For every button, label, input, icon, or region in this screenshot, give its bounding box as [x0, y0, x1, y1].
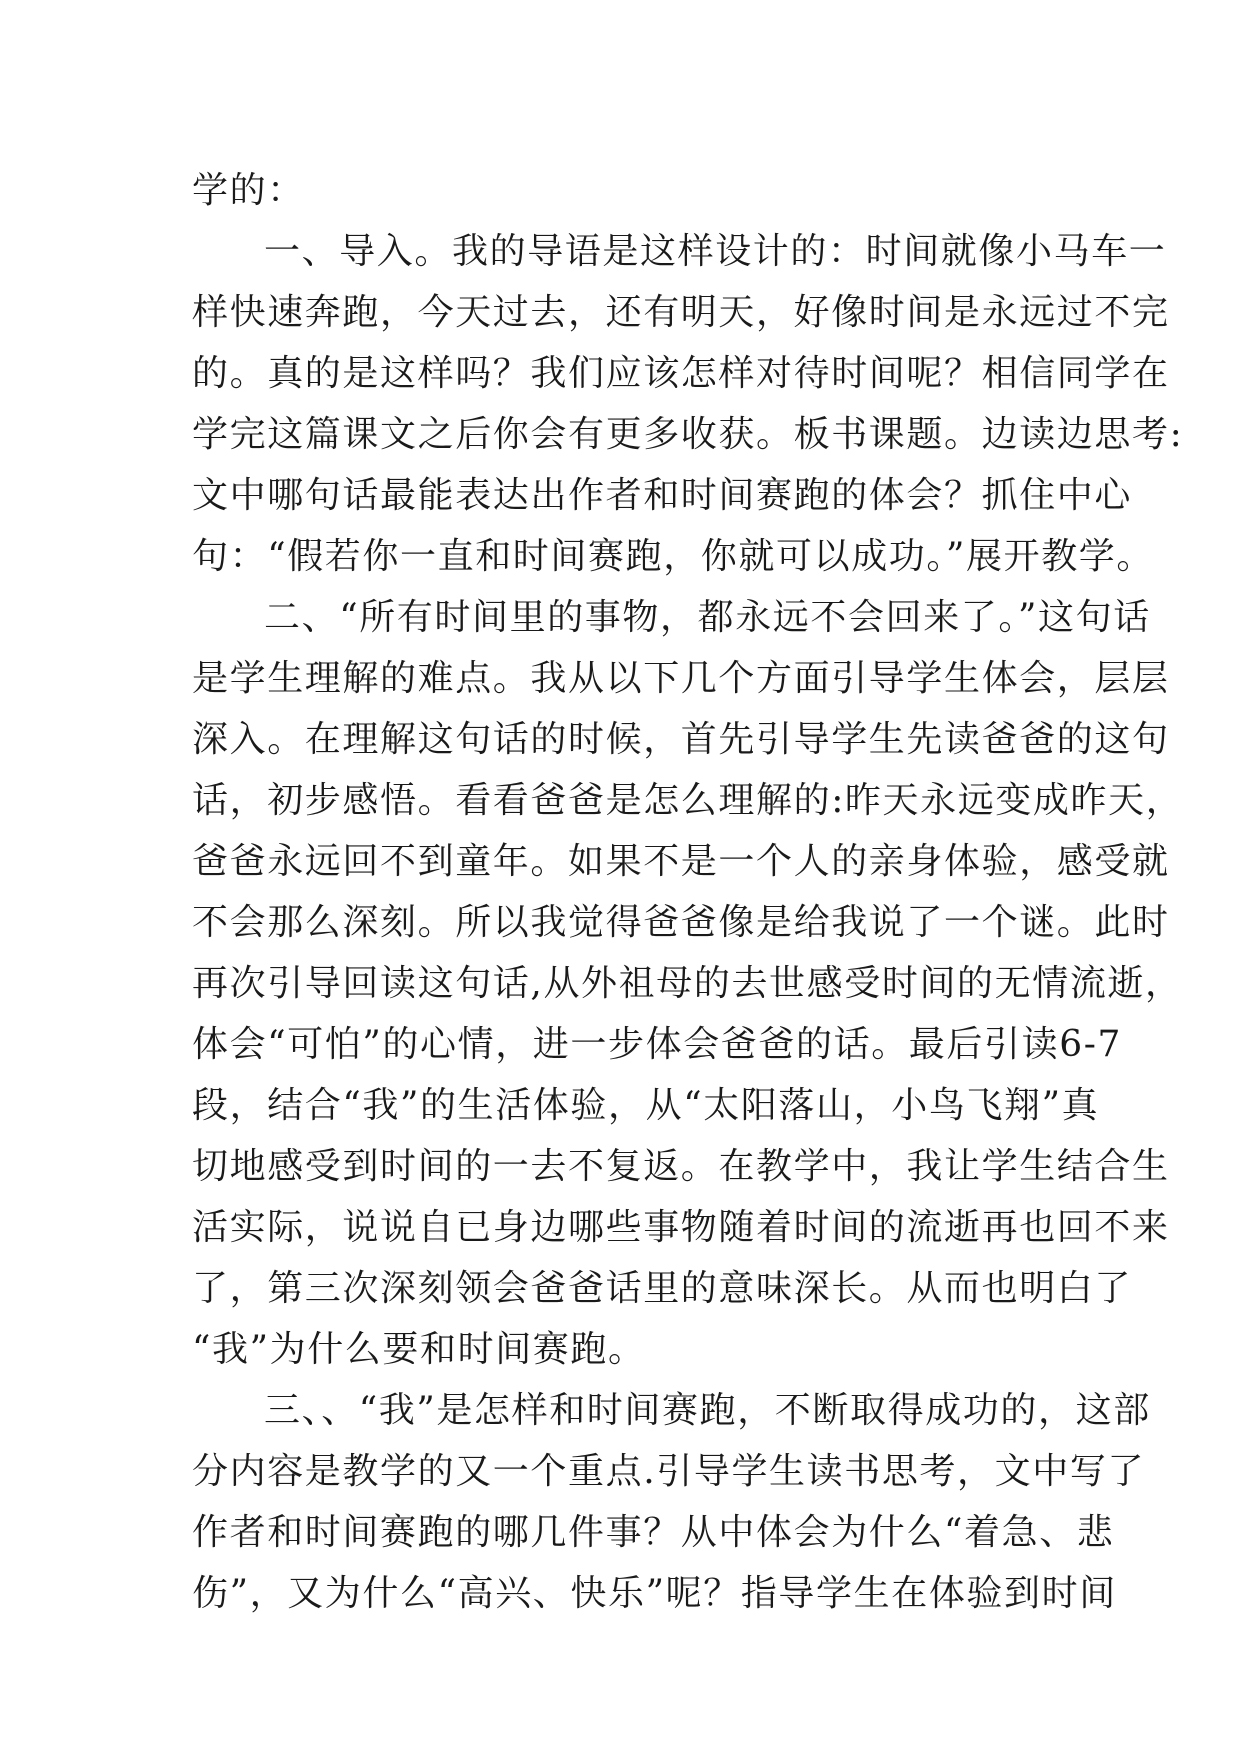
text-line: 学完这篇课文之后你会有更多收获。板书课题。边读边思考:: [192, 414, 1184, 455]
text-line: 不会那么深刻。所以我觉得爸爸像是给我说了一个谜。此时: [192, 902, 1170, 943]
paragraph-start-line: 二、“所有时间里的事物，都永远不会回来了。”这句话: [264, 597, 1151, 638]
text-line: 深入。在理解这句话的时候，首先引导学生先读爸爸的这句: [192, 719, 1170, 760]
text-line: 伤”，又为什么“高兴、快乐”呢？指导学生在体验到时间: [192, 1573, 1117, 1614]
text-line: 活实际，说说自已身边哪些事物随着时间的流逝再也回不来: [192, 1207, 1170, 1248]
text-line: 样快速奔跑，今天过去，还有明天，好像时间是永远过不完: [192, 292, 1170, 333]
text-line: 文中哪句话最能表达出作者和时间赛跑的体会？抓住中心: [192, 475, 1133, 516]
text-line: 是学生理解的难点。我从以下几个方面引导学生体会，层层: [192, 658, 1170, 699]
text-line: 句：“假若你一直和时间赛跑，你就可以成功。”展开教学。: [192, 536, 1155, 577]
text-line: 体会“可怕”的心情，进一步体会爸爸的话。最后引读6-7: [192, 1024, 1122, 1065]
text-line: 再次引导回读这句话,从外祖母的去世感受时间的无情流逝，: [192, 963, 1183, 1004]
text-line: 段，结合“我”的生活体验，从“太阳落山，小鸟飞翔”真: [192, 1085, 1100, 1126]
text-line: 分内容是教学的又一个重点.引导学生读书思考，文中写了: [192, 1451, 1146, 1492]
document-body: [192, 160, 1184, 1624]
text-line: 学的：: [192, 170, 305, 211]
text-line: 的。真的是这样吗？我们应该怎样对待时间呢？相信同学在: [192, 353, 1170, 394]
text-line: 话，初步感悟。看看爸爸是怎么理解的:昨天永远变成昨天，: [192, 780, 1184, 821]
text-line: 爸爸永远回不到童年。如果不是一个人的亲身体验，感受就: [192, 841, 1170, 882]
paragraph-start-line: 一、导入。我的导语是这样设计的：时间就像小马车一: [264, 231, 1167, 272]
text-line: 切地感受到时间的一去不复返。在教学中，我让学生结合生: [192, 1146, 1170, 1187]
text-line: 作者和时间赛跑的哪几件事？从中体会为什么“着急、悲: [192, 1512, 1115, 1553]
paragraph-start-line: 三、、“我”是怎样和时间赛跑，不断取得成功的，这部: [264, 1390, 1151, 1431]
text-line: 了，第三次深刻领会爸爸话里的意味深长。从而也明白了: [192, 1268, 1133, 1309]
text-line: “我”为什么要和时间赛跑。: [192, 1329, 646, 1370]
